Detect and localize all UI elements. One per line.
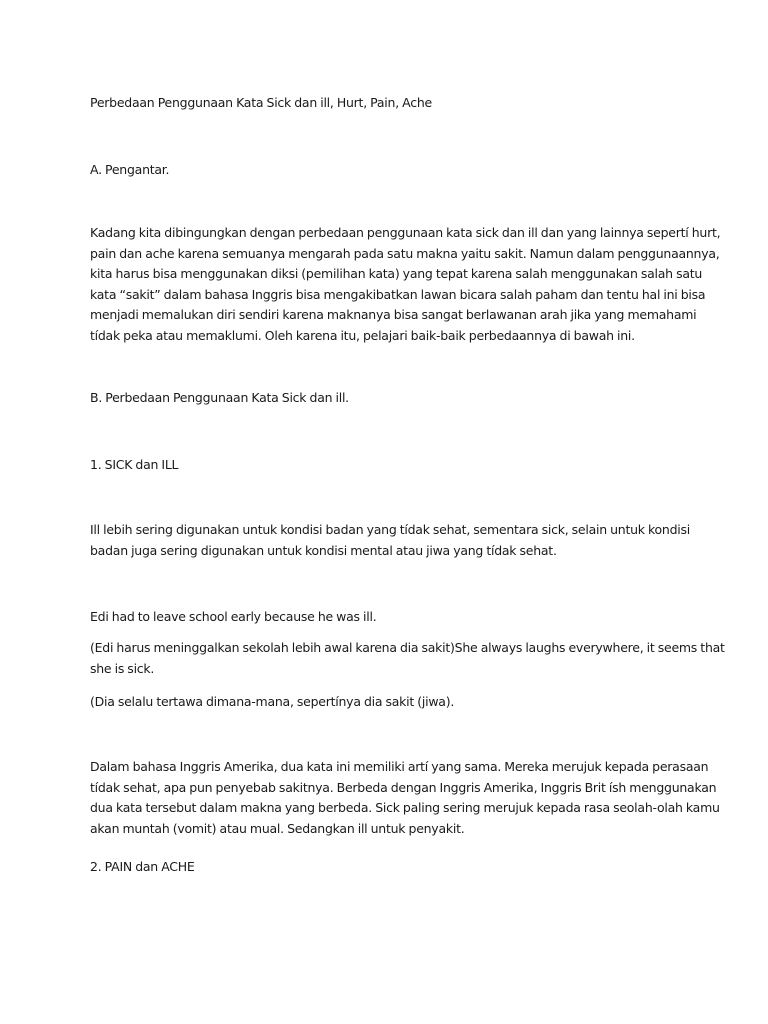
document-title: Perbedaan Penggunaan Kata Sick dan ill, Hurt, Pain, Ache: [90, 95, 432, 110]
ill-line: Ill lebih sering digunakan untuk kondisi badan yang tídak sehat, sementara sick, selain untuk kondisi: [90, 522, 690, 537]
intro-line: kita harus bisa menggunakan diksi (pemilihan kata) yang tepat karena salah menggunakan salah satu: [90, 266, 703, 281]
american-line: tídak sehat, apa pun penyebab sakitnya. Berbeda dengan Inggris Amerika, Inggris Brit ísh menggunakan: [90, 779, 717, 795]
american-line: Dalam bahasa Inggris Amerika, dua kata ini memiliki artí yang sama. Mereka merujuk kepada perasaan: [90, 759, 709, 774]
ill-paragraph: [90, 520, 690, 561]
intro-line: pain dan ache karena semuanya mengarah pada satu makna yaitu sakit. Namun dalam penggunaannya,: [90, 245, 720, 261]
intro-line: kata “sakit” dalam bahasa Inggris bisa mengakibatkan lawan bicara salah paham dan tentu hal ini bisa: [90, 286, 706, 302]
ill-line: badan juga sering digunakan untuk kondisi mental atau jiwa yang tídak sehat.￼: [90, 542, 557, 558]
example-sentence-3: (Dia selalu tertawa dimana-mana, sepertínya dia sakit (jiwa).: [90, 694, 455, 709]
american-line: akan muntah (vomit) atau mual. Sedangkan ill untuk penyakit.: [90, 820, 465, 836]
intro-paragraph: [90, 223, 721, 346]
section-heading-b: B. Perbedaan Penggunaan Kata Sick dan ill.: [90, 390, 349, 405]
example-line: (Edi harus meninggalkan sekolah lebih awal karena dia sakit)She always laughs everywhere, it seems that: [90, 640, 725, 655]
intro-line: tídak peka atau memaklumi. Oleh karena itu, pelajari baik-baik perbedaannya di bawah ini.: [90, 327, 635, 343]
intro-line: Kadang kita dibingungkan dengan perbedaan penggunaan kata sick dan ill dan yang lainnya sepertí hurt,: [90, 225, 721, 240]
intro-line: menjadi memalukan diri sendiri karena maknanya bisa sangat berlawanan arah jika yang memahami: [90, 307, 697, 322]
example-line: she is sick.: [90, 660, 155, 676]
subheading-sick-ill: 1. SICK dan ILL: [90, 457, 179, 472]
american-line: dua kata tersebut dalam makna yang berbeda. Sick paling sering merujuk kepada rasa seolah-olah kamu: [90, 800, 720, 815]
subheading-pain-ache: 2. PAIN dan ACHE: [90, 859, 195, 874]
example-sentence-2: [90, 638, 725, 679]
example-sentence-1: Edi had to leave school early because he was ill.: [90, 609, 377, 624]
american-english-paragraph: [90, 757, 720, 839]
section-heading-a: A. Pengantar.: [90, 162, 170, 177]
